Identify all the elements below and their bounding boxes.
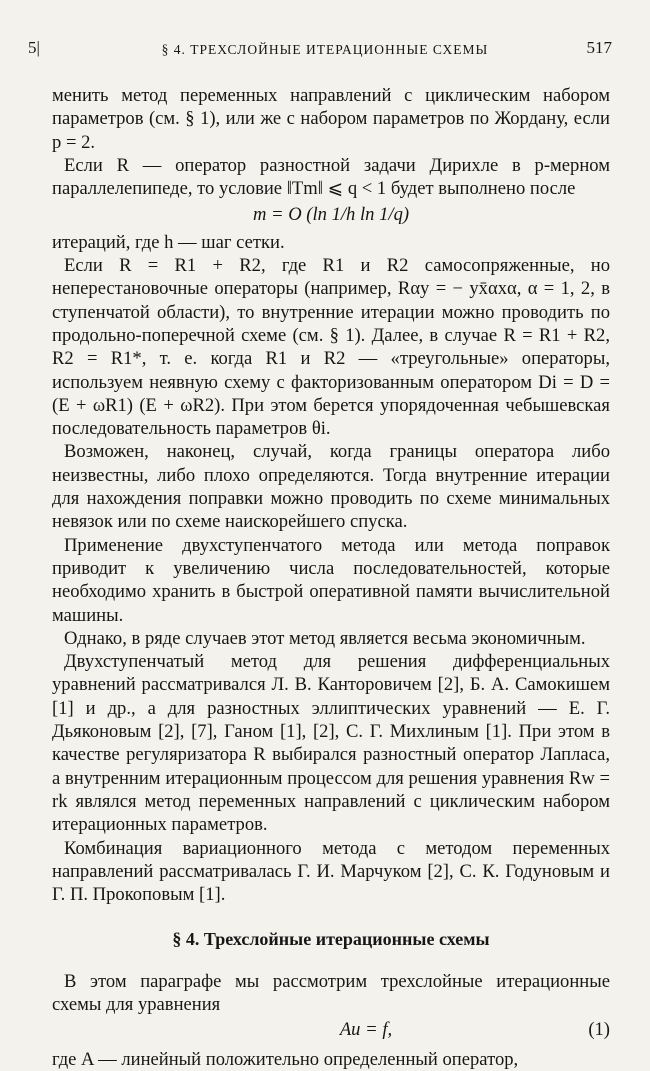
paragraph: Возможен, наконец, случай, когда границы оператора либо неизвестны, либо плохо определяются. Тогда внутренние итерации для нахождения поправки можно проводить по схеме минимальных невязок или по схеме наискорейшего спуска. bbox=[52, 441, 610, 533]
paragraph: Если R — оператор разностной задачи Дирихле в p-мерном параллелепипеде, то условие ‖Tm‖ ⩽ q < 1 будет выполнено после bbox=[52, 154, 610, 200]
page-body bbox=[52, 84, 610, 1071]
paragraph: Комбинация вариационного метода с методом переменных направлений рассматривалась Г. И. Марчуком [2], С. К. Годуновым и Г. П. Прокоповым [1]. bbox=[52, 837, 610, 906]
running-header: § 4. ТРЕХСЛОЙНЫЕ ИТЕРАЦИОННЫЕ СХЕМЫ bbox=[161, 42, 489, 57]
section-title: § 4. Трехслойные итерационные схемы bbox=[172, 929, 490, 950]
paragraph: Однако, в ряде случаев этот метод является весьма экономичным. bbox=[64, 627, 586, 649]
paragraph: Применение двухступенчатого метода или метода поправок приводит к увеличению числа последовательностей, которые необходимо хранить в быстрой оперативной памяти вычислительной машины. bbox=[52, 534, 610, 626]
header-left-mark: 5| bbox=[28, 38, 40, 57]
equation-row bbox=[52, 1018, 610, 1041]
formula-iterations: m = O (ln 1/h ln 1/q) bbox=[252, 204, 410, 226]
paragraph: Если R = R1 + R2, где R1 и R2 самосопряженные, но неперестановочные операторы (например, Rαy = − yx̄αxα, α = 1, 2, в ступенчатой области), то внутренние итерации можно проводить по продольно-поперечной схеме (см. § 1). Далее, в случае R = R1 + R2, R2 = R1*, т. е. когда R1 и R2 — «треугольные» операторы, используем неявную схему с факторизованным оператором Di = D = (E + ωR1) (E + ωR2). При этом берется упорядоченная чебышевская последовательность параметров θi. bbox=[52, 255, 610, 440]
paragraph: итераций, где h — шаг сетки. bbox=[52, 231, 285, 253]
paragraph: В этом параграфе мы рассмотрим трехслойные итерационные схемы для уравнения bbox=[52, 970, 610, 1015]
paragraph: менить метод переменных направлений с циклическим набором параметров (см. § 1), или же с набором параметров по Жордану, если p = 2. bbox=[52, 85, 610, 153]
paragraph: Двухступенчатый метод для решения дифференциальных уравнений рассматривался Л. В. Канторовичем [2], Б. А. Самокишем [1] и др., а для разностных эллиптических уравнений — Е. Г. Дьяконовым [2], [7], Ганом [1], [2], С. Г. Михлиным [1]. При этом в качестве регуляризатора R выбирался разностный оператор Лапласа, а внутренним итерационным процессом для решения уравнения Rw = rk являлся метод переменных направлений с циклическим набором итерационных параметров. bbox=[52, 651, 610, 836]
equation: Au = f, bbox=[339, 1019, 393, 1041]
page-number: 517 bbox=[586, 38, 612, 57]
equation-number: (1) bbox=[588, 1019, 610, 1041]
paragraph: где A — линейный положительно определенный оператор, bbox=[52, 1048, 519, 1070]
